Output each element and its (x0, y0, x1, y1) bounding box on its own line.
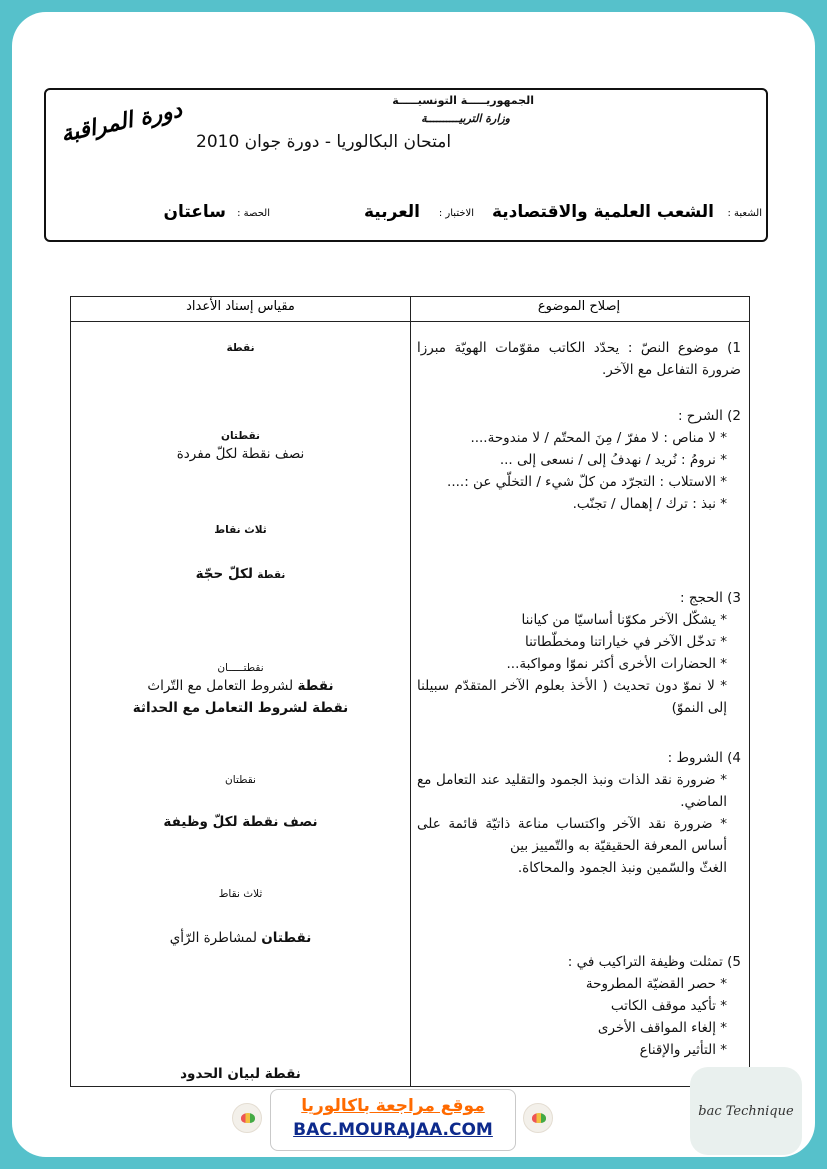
section-3-line: * لا نموّ دون تحديث ( الأخذ بعلوم الآخر المتقدّم سبيلنا إلى النموّ) (417, 678, 727, 716)
header-divider (71, 321, 749, 322)
subject-label: الاختبار : (438, 208, 474, 219)
exam-meta-row (46, 200, 766, 230)
grade-5-detail: نصف نقطة لكلّ وظيفة (163, 814, 318, 830)
branch-label: الشعبة : (727, 208, 762, 219)
section-2-explanation (417, 405, 741, 515)
grade-4-unit: نقطة (297, 678, 334, 694)
grade-6-opinion-rule: لمشاطرة الرّأي (169, 930, 262, 946)
section-4-title: 4) الشروط : (667, 750, 741, 766)
grade-6-opinion (71, 927, 410, 949)
grade-6-points: ثلاث نقاط (218, 888, 263, 900)
section-3-line: * تدخّل الآخر في خياراتنا ومخطّطاتنا (525, 634, 727, 650)
grade-6-unit: نقطتان (261, 930, 312, 946)
section-2-line: * نرومُ : نُريد / نهدفُ إلى / نسعى إلى ... (499, 452, 727, 468)
site-logo-icon (232, 1103, 262, 1133)
grade-7-limits: نقطة لبيان الحدود (180, 1066, 301, 1082)
section-2-line: * الاستلاب : التجرّد من كلّ شيء / التخلّي عن :.... (447, 474, 727, 490)
site-url-link[interactable]: BAC.MOURAJAA.COM (293, 1120, 493, 1140)
section-5-line: * إلغاء المواقف الأخرى (597, 1020, 727, 1036)
correction-table (70, 296, 750, 1087)
section-3-arguments (417, 587, 741, 719)
grade-3-rule: لكلّ حجّة (195, 566, 253, 582)
grade-3-unit: نقطة (257, 569, 286, 581)
section-4-conditions (417, 747, 741, 879)
exam-header (44, 88, 768, 242)
grade-4-points: نقطتـــــان (217, 662, 264, 674)
section-4-line: * ضرورة نقد الآخر واكتساب مناعة ذاتيّة قائمة على أساس المعرفة الحقيقيّة به والتّمييز بين (417, 816, 727, 854)
republic-label: الجمهوريـــــة التونسيـــــة (392, 94, 534, 107)
grade-1: نقطة (226, 342, 255, 354)
exam-title: امتحان البكالوريا - دورة جوان 2010 (196, 132, 452, 152)
section-1-topic (417, 337, 741, 381)
section-2-title: 2) الشرح : (677, 408, 741, 424)
section-3-title: 3) الحجج : (680, 590, 741, 606)
grade-3-detail (71, 563, 410, 586)
section-5-title: 5) تمثلت وظيفة التراكيب في : (567, 954, 741, 970)
section-5-structures (417, 951, 741, 1061)
grade-4-heritage (71, 675, 410, 697)
grading-column-header: مقياس إسناد الأعداد (186, 299, 295, 314)
section-2-line: * نبذ : ترك / إهمال / تجنّب. (572, 496, 727, 512)
section-2-line: * لا مناص : لا مفرّ / مِنَ المحتّم / لا مندوحة.... (470, 430, 727, 446)
grade-2-points: نقطتان (221, 430, 260, 442)
duration-label: الحصة : (237, 208, 270, 219)
subject-value: العربية (363, 202, 420, 222)
duration-value: ساعتان (163, 202, 226, 222)
site-banner[interactable] (270, 1089, 516, 1151)
site-name-link[interactable]: موقع مراجعة باكالوريا (301, 1096, 485, 1116)
correction-column-header: إصلاح الموضوع (537, 299, 621, 314)
grade-5-points: نقطتان (225, 774, 256, 786)
session-stamp: دورة المراقبة (58, 97, 185, 148)
section-3-line: * الحضارات الأخرى أكثر نموّا ومواكبة... (506, 656, 727, 672)
bac-technique-badge: bac Technique (690, 1067, 802, 1155)
section-4-line: * ضرورة نقد الذات ونبذ الجمود والتقليد عند التعامل مع الماضي. (417, 772, 727, 810)
grade-2-detail: نصف نقطة لكلّ مفردة (176, 446, 305, 462)
site-logo-icon (523, 1103, 553, 1133)
section-5-line: * تأكيد موقف الكاتب (610, 998, 727, 1014)
column-divider (410, 297, 411, 1086)
section-5-line: * حصر القضيّة المطروحة (585, 976, 727, 992)
section-1-line: 1) موضوع النصّ : يحدّد الكاتب مقوّمات الهويّة مبرزا ضرورة التفاعل مع الآخر. (417, 340, 741, 378)
section-5-line: * التأثير والإقناع (639, 1042, 727, 1058)
grade-3-points: ثلاث نقاط (214, 524, 267, 536)
grade-4-modernity: نقطة لشروط التعامل مع الحداثة (132, 700, 349, 716)
ministry-label: وزارة التربيــــــــــة (421, 112, 510, 125)
section-4-line: الغثّ والسّمين ونبذ الجمود والمحاكاة. (517, 860, 727, 876)
grade-4-heritage-rule: لشروط التعامل مع التّراث (147, 678, 298, 694)
branch-value: الشعب العلمية والاقتصادية (491, 202, 714, 222)
section-3-line: * يشكّل الآخر مكوّنا أساسيّا من كياننا (521, 612, 727, 628)
